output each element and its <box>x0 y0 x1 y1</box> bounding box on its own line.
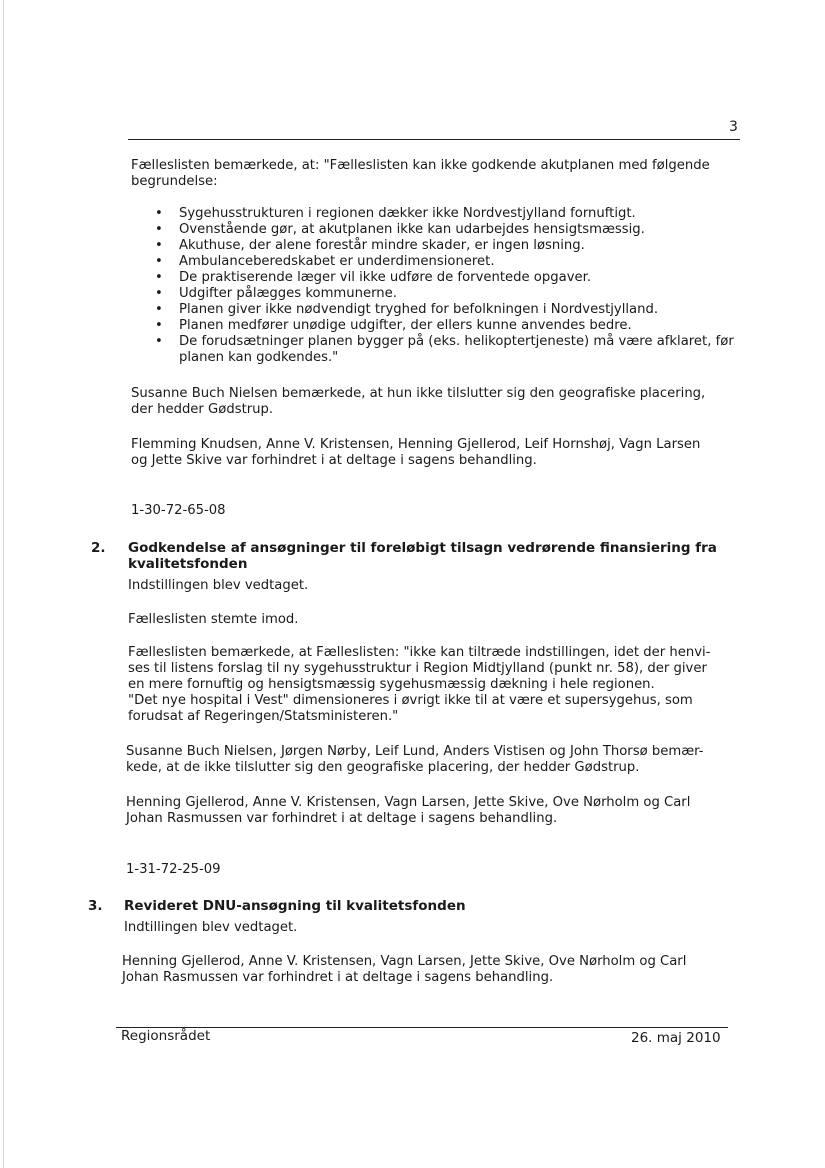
paragraph-line: Henning Gjellerod, Anne V. Kristensen, Vagn Larsen, Jette Skive, Ove Nørholm og Carl <box>122 954 687 969</box>
item-2-decision: Indstillingen blev vedtaget. <box>128 578 309 593</box>
list-item: • Akuthuse, der alene forestår mindre skader, er ingen løsning. <box>155 238 739 254</box>
scan-edge-line <box>3 0 4 1168</box>
paragraph-line: ses til listens forslag til ny sygehusstruktur i Region Midtjylland (punkt nr. 58), der giver <box>128 661 707 676</box>
list-item: • Sygehusstrukturen i regionen dækker ikke Nordvestjylland fornuftigt. <box>155 206 739 222</box>
item-2-title <box>128 540 717 572</box>
paragraph-line: Flemming Knudsen, Anne V. Kristensen, Henning Gjellerod, Leif Hornshøj, Vagn Larsen <box>131 437 701 452</box>
paragraph-line: Johan Rasmussen var forhindret i at deltage i sagens behandling. <box>122 970 554 985</box>
list-item: • De forudsætninger planen bygger på (eks. helikoptertjeneste) må være afklaret, før planen kan godkendes." <box>155 334 739 366</box>
item-2-number: 2. <box>91 540 106 556</box>
reasons-list <box>155 206 739 366</box>
item-2-remark <box>128 645 710 725</box>
item-2-vote: Fælleslisten stemte imod. <box>128 612 299 627</box>
paragraph-line: Susanne Buch Nielsen, Jørgen Nørby, Leif Lund, Anders Vistisen og John Thorsø bemær- <box>126 744 704 759</box>
susanne-remark-paragraph <box>131 386 705 418</box>
intro-line-2: begrundelse: <box>131 174 218 189</box>
page-number: 3 <box>729 119 738 135</box>
list-item: • Planen giver ikke nødvendigt tryghed for befolkningen i Nordvestjylland. <box>155 302 739 318</box>
paragraph-line: kede, at de ikke tilslutter sig den geografiske placering, der hedder Gødstrup. <box>126 760 640 775</box>
paragraph-line: Susanne Buch Nielsen bemærkede, at hun ikke tilslutter sig den geografiske placering, <box>131 386 706 401</box>
list-item: • Ambulanceberedskabet er underdimensioneret. <box>155 254 739 270</box>
case-number-2: 1-30-72-65-08 <box>131 503 226 518</box>
paragraph-line: "Det nye hospital i Vest" dimensioneres i øvrigt ikke til at være et supersygehus, som <box>128 693 693 708</box>
item-3-number: 3. <box>88 898 103 914</box>
case-number-3: 1-31-72-25-09 <box>126 862 221 877</box>
item-3-decision: Indtillingen blev vedtaget. <box>124 920 298 935</box>
item-2-absent <box>126 795 690 827</box>
paragraph-line: forudsat af Regeringen/Statsministeren." <box>128 709 399 724</box>
footer-organization: Regionsrådet <box>121 1028 211 1044</box>
list-item: • De praktiserende læger vil ikke udføre de forventede opgaver. <box>155 270 739 286</box>
item-3-absent <box>122 954 686 986</box>
item-3-title: Revideret DNU-ansøgning til kvalitetsfonden <box>124 898 466 914</box>
paragraph-line: en mere fornuftig og hensigtsmæssig sygehusmæssig dækning i hele regionen. <box>128 677 655 692</box>
title-line: Godkendelse af ansøgninger til foreløbigt tilsagn vedrørende finansiering fra <box>128 540 717 556</box>
intro-paragraph <box>131 158 710 190</box>
footer-date: 26. maj 2010 <box>631 1030 721 1046</box>
intro-line-1: Fælleslisten bemærkede, at: "Fælleslisten kan ikke godkende akutplanen med følgende <box>131 158 710 173</box>
title-line: kvalitetsfonden <box>128 556 248 572</box>
paragraph-line: Fælleslisten bemærkede, at Fælleslisten: "ikke kan tiltræde indstillingen, idet der henvi- <box>128 645 711 660</box>
list-item: • Planen medfører unødige udgifter, der ellers kunne anvendes bedre. <box>155 318 739 334</box>
paragraph-line: Henning Gjellerod, Anne V. Kristensen, Vagn Larsen, Jette Skive, Ove Nørholm og Carl <box>126 795 691 810</box>
header-rule <box>128 139 740 140</box>
list-item: • Ovenstående gør, at akutplanen ikke kan udarbejdes hensigtsmæssig. <box>155 222 739 238</box>
item-2-susanne-remark <box>126 744 703 776</box>
paragraph-line: Johan Rasmussen var forhindret i at deltage i sagens behandling. <box>126 811 558 826</box>
list-item: • Udgifter pålægges kommunerne. <box>155 286 739 302</box>
paragraph-line: og Jette Skive var forhindret i at deltage i sagens behandling. <box>131 453 537 468</box>
absent-paragraph-1 <box>131 437 700 469</box>
paragraph-line: der hedder Gødstrup. <box>131 402 274 417</box>
